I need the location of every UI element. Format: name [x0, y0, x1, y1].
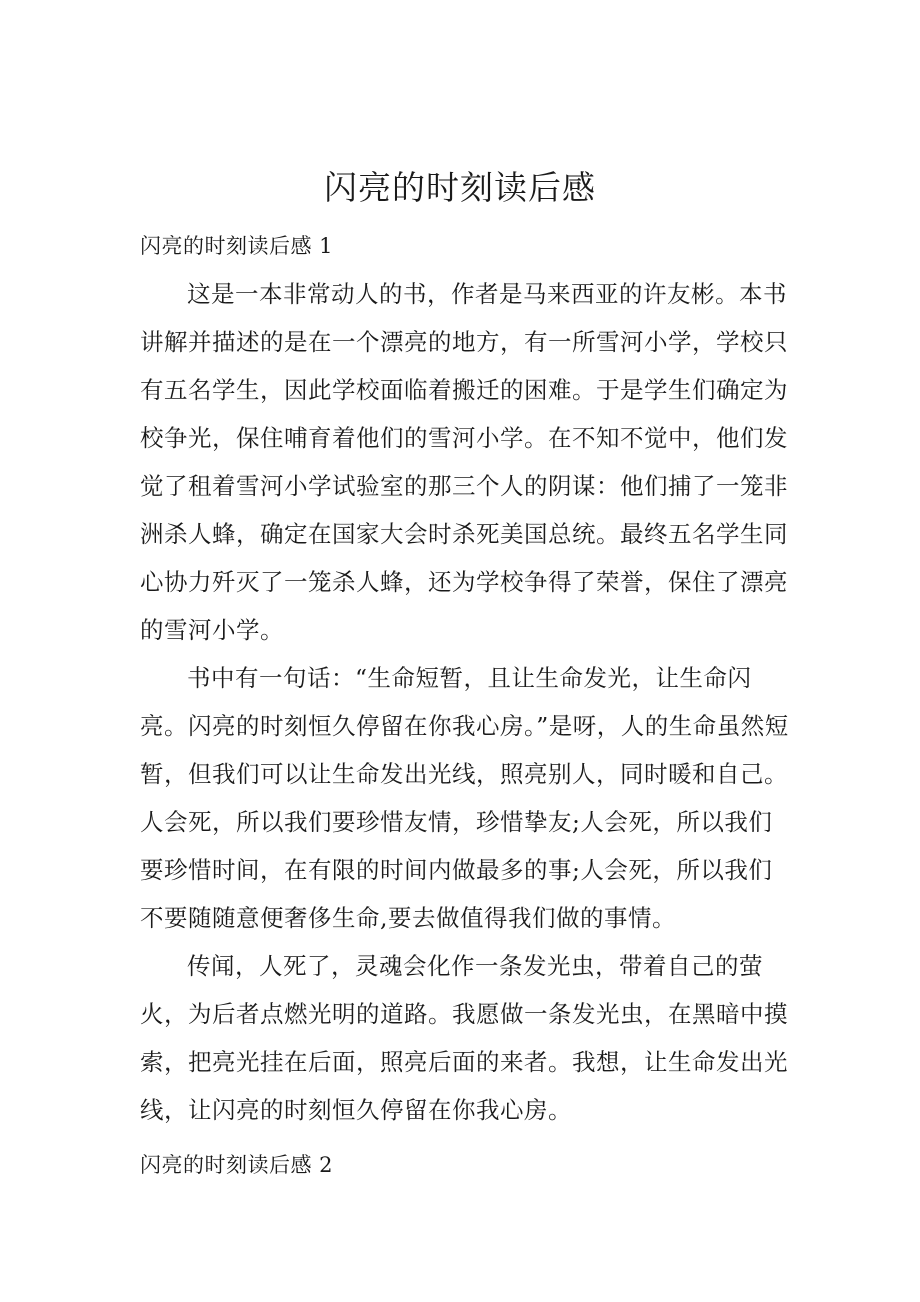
section-heading-1: 闪亮的时刻读后感 1 [140, 234, 334, 258]
paragraph: 书中有一句话：“生命短暂，且让生命发光，让生命闪亮。闪亮的时刻恒久停留在你我心房。”是呀，人的生命虽然短暂，但我们可以让生命发出光线，照亮别人，同时暖和自己。人会死，所以我们要珍惜友情，珍惜挚友;人会死，所以我们要珍惜时间，在有限的时间内做最多的事;人会死，所以我们不要随随意便奢侈生命,要去做值得我们做的事情。 [140, 664, 789, 932]
paragraph: 传闻，人死了，灵魂会化作一条发光虫，带着自己的萤火，为后者点燃光明的道路。我愿做一条发光虫，在黑暗中摸索，把亮光挂在后面，照亮后面的来者。我想，让生命发出光线，让闪亮的时刻恒久停留在你我心房。 [140, 952, 788, 1124]
document-title: 闪亮的时刻读后感 [324, 168, 596, 208]
section-heading-2: 闪亮的时刻读后感 2 [140, 1153, 334, 1177]
section-1-body [140, 270, 792, 1134]
paragraph: 这是一本非常动人的书，作者是马来西亚的许友彬。本书讲解并描述的是在一个漂亮的地方，有一所雪河小学，学校只有五名学生，因此学校面临着搬迁的困难。于是学生们确定为校争光，保住哺育着他们的雪河小学。在不知不觉中，他们发觉了租着雪河小学试验室的那三个人的阴谋：他们捕了一笼非洲杀人蜂，确定在国家大会时杀死美国总统。最终五名学生同心协力歼灭了一笼杀人蜂，还为学校争得了荣誉，保住了漂亮的雪河小学。 [140, 280, 788, 644]
